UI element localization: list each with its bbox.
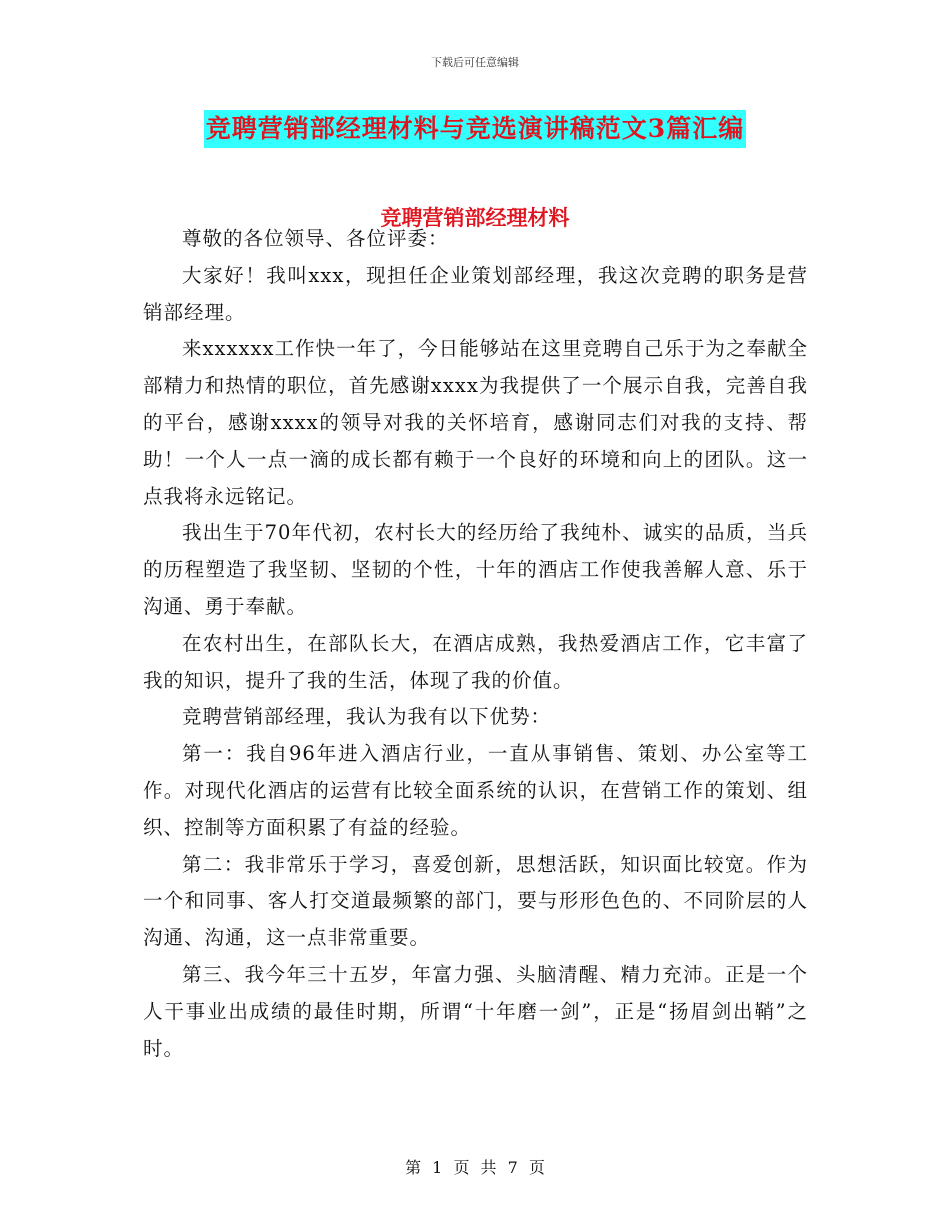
- header-note: 下载后可任意编辑: [431, 56, 519, 69]
- document-title-wrap: [0, 110, 950, 148]
- paragraph-introduction: 大家好！我叫xxx，现担任企业策划部经理，我这次竞聘的职务是营销部经理。: [143, 263, 808, 324]
- paragraph-experience: 在农村出生，在部队长大，在酒店成熟，我热爱酒店工作，它丰富了我的知识，提升了我的生活，体现了我的价值。: [143, 631, 808, 692]
- page-footer: 第 1 页 共 7 页: [405, 1158, 545, 1177]
- section-title: 竞聘营销部经理材料: [380, 205, 570, 230]
- paragraph-advantage-third: 第三、我今年三十五岁，年富力强、头脑清醒、精力充沛。正是一个人干事业出成绩的最佳时期，所谓“十年磨一剑”，正是“扬眉剑出鞘”之时。: [143, 962, 808, 1060]
- paragraph-advantage-second: 第二：我非常乐于学习，喜爱创新，思想活跃，知识面比较宽。作为一个和同事、客人打交道最频繁的部门，要与形形色色的、不同阶层的人沟通、沟通，这一点非常重要。: [143, 852, 808, 950]
- paragraph-advantages-intro: 竞聘营销部经理，我认为我有以下优势：: [182, 705, 552, 729]
- paragraph-advantage-first: 第一：我自96年进入酒店行业，一直从事销售、策划、办公室等工作。对现代化酒店的运营有比较全面系统的认识，在营销工作的策划、组织、控制等方面积累了有益的经验。: [143, 742, 808, 839]
- body-text: [143, 221, 808, 1067]
- document-title: 竞聘营销部经理材料与竞选演讲稿范文3篇汇编: [204, 110, 746, 148]
- paragraph-gratitude: 来xxxxxx工作快一年了，今日能够站在这里竞聘自己乐于为之奉献全部精力和热情的职位，首先感谢xxxx为我提供了一个展示自我，完善自我的平台，感谢xxxx的领导对我的关怀培育，感谢同志们对我的支持、帮助！一个人一点一滴的成长都有赖于一个良好的环境和向上的团队。这一点我将永远铭记。: [143, 337, 808, 508]
- paragraph-background: 我出生于70年代初，农村长大的经历给了我纯朴、诚实的品质，当兵的历程塑造了我坚韧、坚韧的个性，十年的酒店工作使我善解人意、乐于沟通、勇于奉献。: [143, 521, 808, 618]
- paragraph-salutation: 尊敬的各位领导、各位评委：: [182, 227, 449, 250]
